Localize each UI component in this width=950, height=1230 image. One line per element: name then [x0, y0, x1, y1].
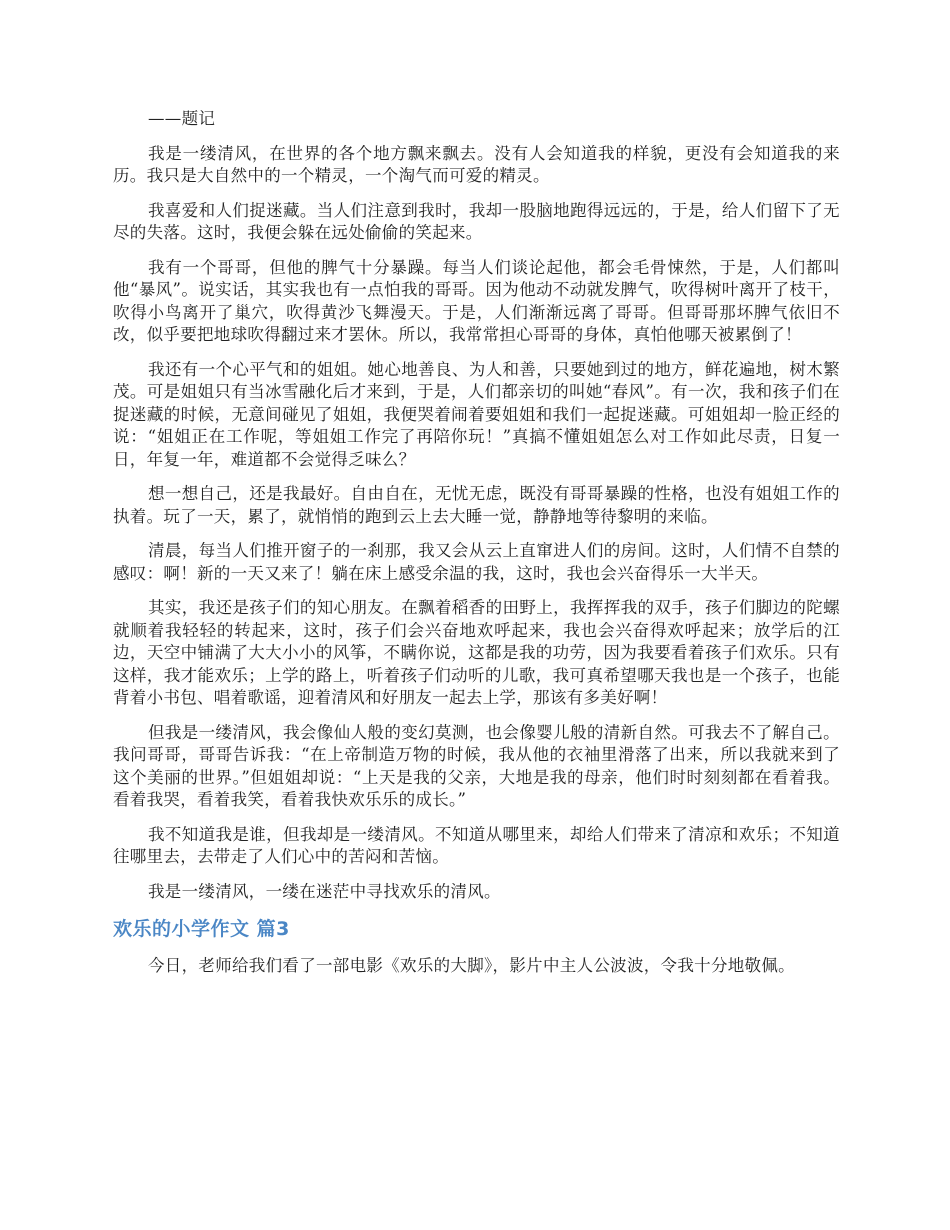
paragraph: 我是一缕清风，在世界的各个地方飘来飘去。没有人会知道我的样貌，更没有会知道我的来历。我只是大自然中的一个精灵，一个淘气而可爱的精灵。: [113, 143, 840, 185]
paragraph: 我还有一个心平气和的姐姐。她心地善良、为人和善，只要她到过的地方，鲜花遍地，树木繁茂。可是姐姐只有当冰雪融化后才来到，于是，人们都亲切的叫她“春风”。有一次，我和孩子们在捉迷藏的时候，无意间碰见了姐姐，我便哭着闹着要姐姐和我们一起捉迷藏。可姐姐却一脸正经的说：“姐姐正在工作呢，等姐姐工作完了再陪你玩！”真搞不懂姐姐怎么对工作如此尽责，日复一日，年复一年，难道都不会觉得乏味么？: [113, 359, 840, 469]
paragraph: 想一想自己，还是我最好。自由自在，无忧无虑，既没有哥哥暴躁的性格，也没有姐姐工作的执着。玩了一天，累了，就悄悄的跑到云上去大睡一觉，静静地等待黎明的来临。: [113, 484, 840, 526]
section-heading: 欢乐的小学作文 篇3: [113, 918, 290, 940]
paragraph: 今日，老师给我们看了一部电影《欢乐的大脚》，影片中主人公波波，令我十分地敬佩。: [148, 956, 795, 975]
paragraph: 但我是一缕清风，我会像仙人般的变幻莫测，也会像婴儿般的清新自然。可我去不了解自己。我问哥哥，哥哥告诉我：“在上帝制造万物的时候，我从他的衣袖里滑落了出来，所以我就来到了这个美丽的世界。”但姐姐却说：“上天是我的父亲，大地是我的母亲，他们时时刻刻都在看着我。看着我哭，看着我笑，看着我快欢乐乐的成长。”: [113, 722, 840, 809]
paragraph: 其实，我还是孩子们的知心朋友。在飘着稻香的田野上，我挥挥我的双手，孩子们脚边的陀螺就顺着我轻轻的转起来，这时，孩子们会兴奋地欢呼起来，我也会兴奋得欢呼起来；放学后的江边，天空中铺满了大大小小的风筝，不瞒你说，这都是我的功劳，因为我要看着孩子们欢乐。只有这样，我才能欢乐；上学的路上，听着孩子们动听的儿歌，我可真希望哪天我也是一个孩子，也能背着小书包、唱着歌谣，迎着清风和好朋友一起去上学，那该有多美好啊！: [113, 598, 840, 707]
paragraph: 我有一个哥哥，但他的脾气十分暴躁。每当人们谈论起他，都会毛骨悚然，于是，人们都叫他“暴风”。说实话，其实我也有一点怕我的哥哥。因为他动不动就发脾气，吹得树叶离开了枝干，吹得小鸟离开了巢穴，吹得黄沙飞舞漫天。于是，人们渐渐远离了哥哥。但哥哥那坏脾气依旧不改，似乎要把地球吹得翻过来才罢休。所以，我常常担心哥哥的身体，真怕他哪天被累倒了！: [113, 257, 840, 344]
document-page: [113, 108, 840, 990]
paragraph: 清晨，每当人们推开窗子的一刹那，我又会从云上直窜进人们的房间。这时，人们情不自禁的感叹：啊！新的一天又来了！躺在床上感受余温的我，这时，我也会兴奋得乐一大半天。: [113, 541, 840, 583]
paragraph: 我是一缕清风，一缕在迷茫中寻找欢乐的清风。: [148, 881, 501, 901]
epigraph: ——题记: [148, 109, 216, 128]
paragraph: 我不知道我是谁，但我却是一缕清风。不知道从哪里来，却给人们带来了清凉和欢乐；不知道往哪里去，去带走了人们心中的苦闷和苦恼。: [113, 824, 840, 866]
paragraph: 我喜爱和人们捉迷藏。当人们注意到我时，我却一股脑地跑得远远的，于是，给人们留下了无尽的失落。这时，我便会躲在远处偷偷的笑起来。: [113, 200, 840, 242]
